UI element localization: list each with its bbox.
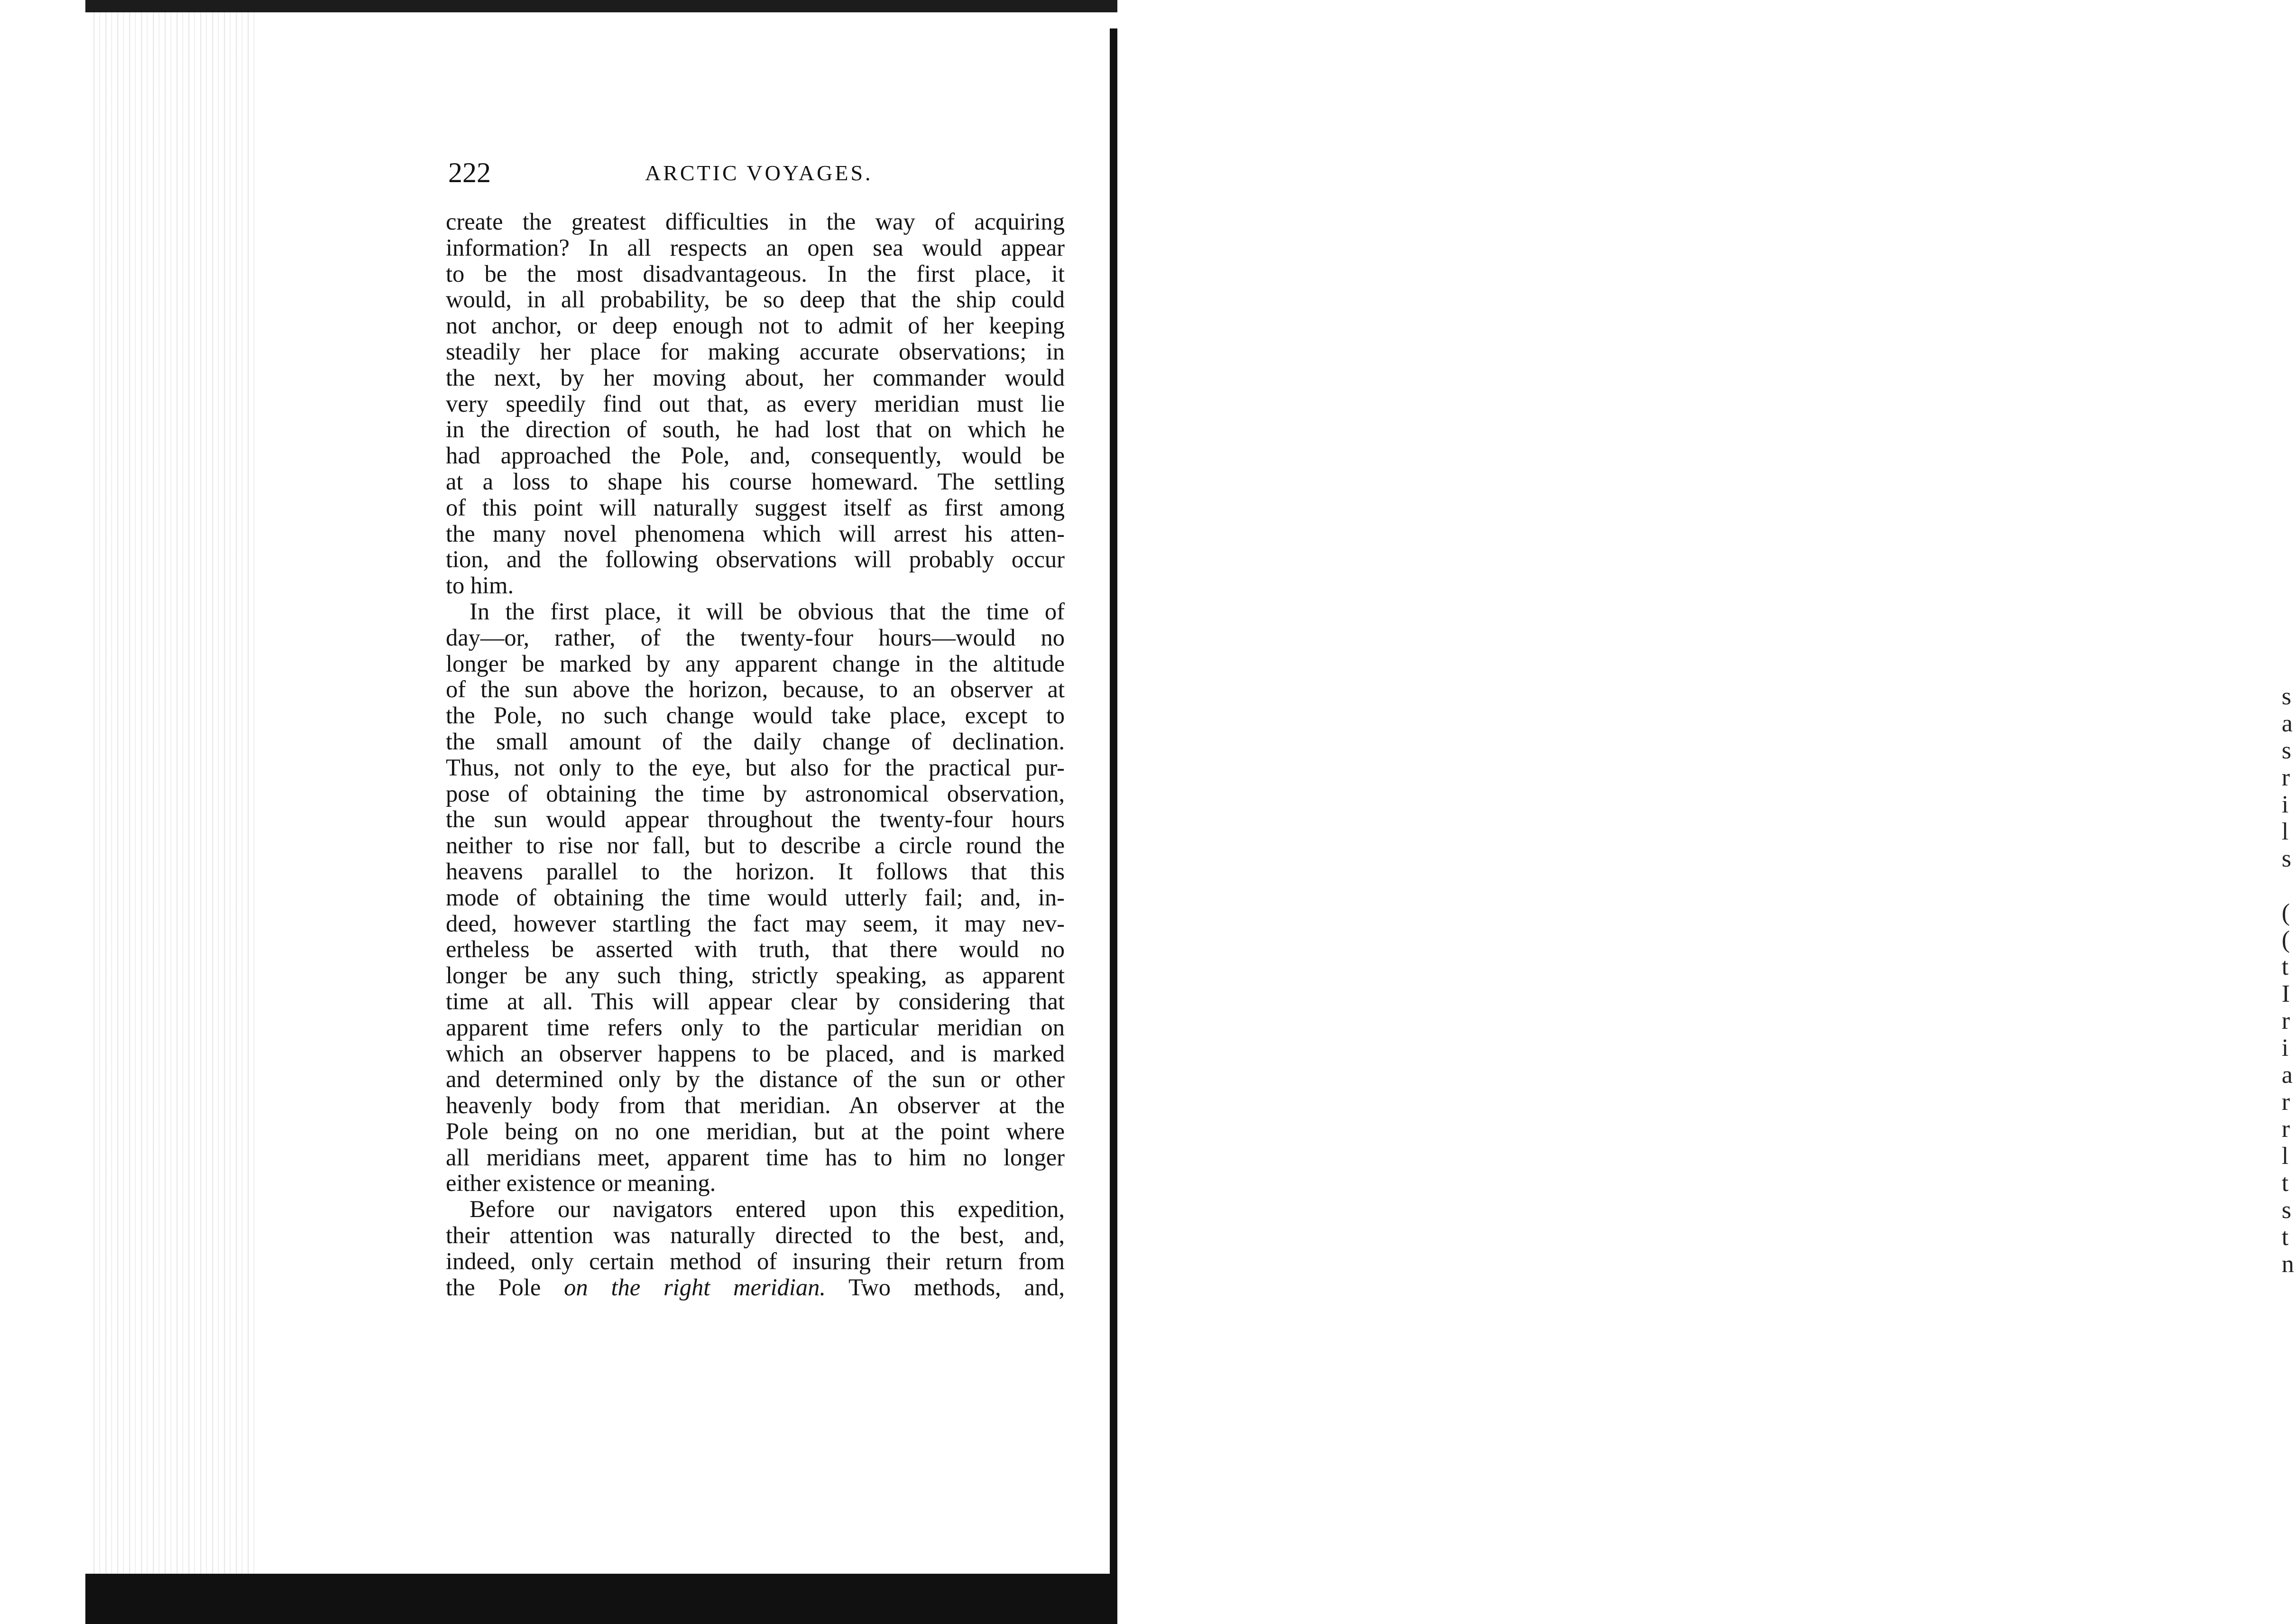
text-line: pose of obtaining the time by astronomical observation,	[446, 780, 1065, 807]
text-line: create the greatest difficulties in the way of acquiring	[446, 208, 1065, 235]
page-number: 222	[448, 157, 491, 188]
text-line: indeed, only certain method of insuring their return from	[446, 1247, 1065, 1274]
adjacent-letter: r	[2282, 1007, 2290, 1034]
text-line: which an observer happens to be placed, and is marked	[446, 1040, 1065, 1067]
running-title: ARCTIC VOYAGES.	[645, 161, 873, 185]
text-line: ertheless be asserted with truth, that there would no	[446, 936, 1065, 963]
page-body	[446, 209, 1065, 1300]
text-line: the next, by her moving about, her commander would	[446, 364, 1065, 391]
text-line: deed, however startling the fact may seem, it may nev-	[446, 910, 1065, 937]
page-header	[448, 157, 1065, 194]
adjacent-letter: (	[2282, 899, 2290, 926]
text-line: longer be any such thing, strictly speaking, as apparent	[446, 962, 1065, 989]
adjacent-letter: s	[2282, 845, 2292, 872]
scan-bottom-edge	[85, 1574, 1119, 1624]
adjacent-letter: l	[2282, 818, 2289, 845]
scan-top-edge	[85, 0, 1119, 12]
paragraph	[446, 599, 1065, 1196]
paragraph	[446, 1196, 1065, 1300]
text-line: either existence or meaning.	[446, 1170, 716, 1197]
text-line: of this point will naturally suggest itself as first among	[446, 494, 1065, 521]
text-line	[446, 1274, 1065, 1301]
paragraph	[446, 209, 1065, 599]
text-line: all meridians meet, apparent time has to him no longer	[446, 1144, 1065, 1171]
text-line: steadily her place for making accurate observations; in	[446, 338, 1065, 365]
adjacent-letter: r	[2282, 764, 2290, 791]
text-line: of the sun above the horizon, because, to an observer at	[446, 676, 1065, 703]
text-line: neither to rise nor fall, but to describe a circle round the	[446, 832, 1065, 859]
left-margin	[0, 0, 90, 1624]
adjacent-letter: a	[2282, 1061, 2293, 1089]
text-line: time at all. This will appear clear by considering that	[446, 987, 1065, 1015]
adjacent-letter: r	[2282, 1089, 2290, 1116]
adjacent-letter: t	[2282, 1170, 2289, 1197]
text-line: the small amount of the daily change of declination.	[446, 728, 1065, 755]
text-line: the many novel phenomena which will arrest his atten-	[446, 520, 1065, 547]
adjacent-letter: i	[2282, 1034, 2289, 1061]
adjacent-letter: s	[2282, 1197, 2292, 1224]
text-line: apparent time refers only to the particular meridian on	[446, 1014, 1065, 1041]
adjacent-letter: s	[2282, 683, 2292, 710]
text-line: in the direction of south, he had lost that on which he	[446, 416, 1065, 443]
text-line: Before our navigators entered upon this expedition,	[470, 1196, 1065, 1223]
text-line: to him.	[446, 572, 514, 599]
text-line: tion, and the following observations will probably occur	[446, 546, 1065, 573]
adjacent-letter: t	[2282, 953, 2289, 980]
adjacent-letter: i	[2282, 791, 2289, 818]
text-line: In the first place, it will be obvious that the time of	[470, 598, 1065, 625]
text-line: would, in all probability, be so deep that the ship could	[446, 286, 1065, 313]
italic-phrase: on the right meridian.	[564, 1273, 826, 1301]
adjacent-letter: r	[2282, 1116, 2290, 1143]
text-line: the Pole, no such change would take place, except to	[446, 702, 1065, 729]
text-fragment: Two methods, and,	[826, 1273, 1065, 1301]
text-line: Thus, not only to the eye, but also for the practical pur-	[446, 754, 1065, 781]
adjacent-letter: t	[2282, 1224, 2289, 1251]
adjacent-letter: l	[2282, 1143, 2289, 1170]
text-line: longer be marked by any apparent change in the altitude	[446, 650, 1065, 677]
text-line: and determined only by the distance of the sun or other	[446, 1066, 1065, 1093]
adjacent-letter: s	[2282, 737, 2292, 764]
text-line: information? In all respects an open sea would appear	[446, 234, 1065, 261]
text-line: had approached the Pole, and, consequently, would be	[446, 442, 1065, 469]
adjacent-letter	[2282, 872, 2294, 899]
text-line: day—or, rather, of the twenty-four hours—would no	[446, 624, 1065, 651]
text-line: at a loss to shape his course homeward. The settling	[446, 468, 1065, 495]
adjacent-page-letters	[2282, 683, 2294, 1278]
text-line: not anchor, or deep enough not to admit of her keeping	[446, 312, 1065, 339]
text-line: Pole being on no one meridian, but at the point where	[446, 1117, 1065, 1144]
text-line: their attention was naturally directed to the best, and,	[446, 1222, 1065, 1249]
adjacent-letter: I	[2282, 980, 2290, 1007]
text-fragment: the Pole	[446, 1273, 564, 1301]
text-line: heavens parallel to the horizon. It follows that this	[446, 858, 1065, 885]
text-line: heavenly body from that meridian. An observer at the	[446, 1092, 1065, 1119]
text-line: very speedily find out that, as every meridian must lie	[446, 390, 1065, 417]
text-line: the sun would appear throughout the twenty-four hours	[446, 806, 1065, 833]
text-line: mode of obtaining the time would utterly fail; and, in-	[446, 884, 1065, 911]
adjacent-page-edge	[1117, 0, 2294, 1624]
text-line: to be the most disadvantageous. In the first place, it	[446, 260, 1065, 287]
adjacent-letter: a	[2282, 710, 2293, 737]
book-gutter	[1110, 28, 1117, 1575]
adjacent-letter: n	[2282, 1251, 2294, 1278]
adjacent-letter: (	[2282, 926, 2290, 953]
